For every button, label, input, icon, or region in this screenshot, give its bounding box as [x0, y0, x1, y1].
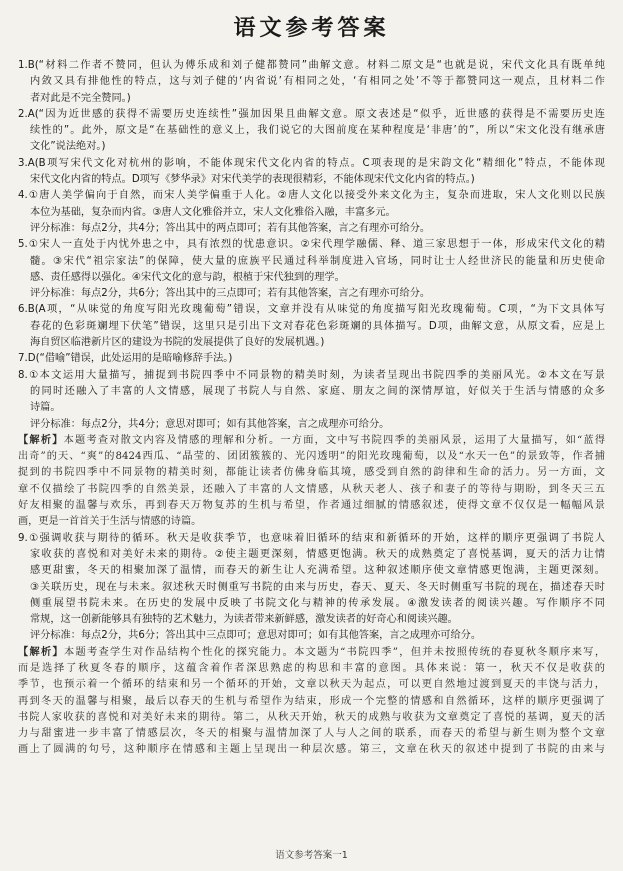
- answers-9: [18, 531, 605, 645]
- text-line: [18, 580, 605, 596]
- line-text: 本题考查学生对作品结构个性化的探究能力。本文题为“书院四季”，但并未按照传统的春夏秋冬顺序来写，: [64, 646, 605, 658]
- line-text: 评分标准：每点2分，共4分；答出其中的两点即可；若有其他答案，言之有理亦可给分。: [30, 222, 431, 234]
- line-text: 家收获的喜悦和对美好未来的期待。②使主题更深刻，情感更饱满。秋天的成熟奠定了喜悦基调，夏天的活力让情: [30, 548, 605, 560]
- line-text: 的同时还融入了丰富的人文情感，展现了书院人与自然、家庭、朋友之间的深情厚谊，好似关于生活与情感的众多: [30, 385, 605, 397]
- line-text: 续性的”。此外，原文是“在基础性的意义上，我们说它的大图前度在某种程度是‘非唐’的”，所以“宋文化没有继承唐: [30, 125, 605, 137]
- text-line: [18, 433, 605, 449]
- line-text: 3.A(B项写宋代文化对杭州的影响，不能体现宋代文化内省的特点。C项表现的是宋韵文化“精细化”特点，不能体现: [18, 157, 605, 169]
- text-line: [18, 563, 605, 579]
- text-line: [18, 547, 605, 563]
- text-line: [18, 661, 605, 677]
- text-line: [18, 107, 605, 123]
- line-text: 画上了圆满的句号，这种顺序在情感和主题上呈现出一种层次感。第三，文章在秋天的叙述中提到了书院的由来与: [18, 744, 605, 756]
- line-text: 2.A(“因为近世感的获得不需要历史连续性”强加因果且曲解文意。原文表述是“似乎，近世感的获得是不需要历史连: [18, 108, 605, 120]
- text-line: [18, 74, 605, 90]
- line-text: 好友相聚的温馨与欢乐，再到春天万物复苏的生机与希望，作者通过细腻的情感叙述，使得文章不仅仅是一幅幅风景: [18, 500, 605, 512]
- line-text: 季节，也预示着一个循环的结束和另一个循环的开始，文章以秋天为起点，可以更自然地过渡到夏天的丰饶与活力，: [18, 679, 605, 691]
- answers-1-8: [18, 58, 605, 433]
- text-line: [18, 91, 605, 107]
- analysis-tag: 【解析】: [18, 434, 64, 446]
- page-title: 语文参考答案: [233, 16, 390, 41]
- text-line: [18, 596, 605, 612]
- line-text: 评分标准：每点2分，共6分；答出其中的三点即可；若有其他答案，言之有理亦可给分。: [30, 288, 431, 300]
- line-text: 力与甜蜜进一步丰富了情感层次，冬天的相聚与温情加深了人与人之间的联系，而春天的希望与新生则为整个文章: [18, 728, 605, 740]
- text-line: [18, 205, 605, 221]
- text-line: [18, 726, 605, 742]
- analysis-tag: 【解析】: [18, 646, 65, 658]
- text-line: [18, 400, 605, 416]
- text-line: [18, 319, 605, 335]
- analysis-8: [18, 433, 605, 531]
- line-text: 章不仅描绘了书院四季的自然美景，还融入了丰富的人文情感，从秋天老人、孩子和妻子的等待与期盼，到冬天三五: [18, 483, 605, 495]
- line-text: 9.①强调收获与期待的循环。秋天是收获季节，也意味着旧循环的结束和新循环的开始，这样的顺序更强调了书院人: [18, 532, 605, 544]
- line-text: 内敛又具有排他性的特点，这与刘子健的‘内省说’有相同之处，‘有相同之处’不等于都赞同这一观点，且材料二作: [30, 76, 605, 88]
- line-text: 8.①本文运用大量描写，捕捉到书院四季中不同景物的精美时刻，为读者呈现出书院四季的美丽风光。②本文在写景: [18, 369, 605, 381]
- analysis-9: [18, 645, 605, 759]
- text-line: [18, 58, 605, 74]
- line-text: 7.D(“借喻”错误，此处运用的是暗喻修辞手法。): [18, 353, 233, 365]
- text-line: [18, 465, 605, 481]
- text-line: [18, 139, 605, 155]
- line-text: 海自贸区临港新片区的建设为书院的发展提供了良好的发展机遇。): [30, 337, 325, 349]
- text-line: [18, 188, 605, 204]
- line-text: 春花的色彩斑斓埋下伏笔”错误，这里只是引出下文对春花色彩斑斓的具体描写。D项，曲解文意，从原文看，应是上: [30, 320, 605, 332]
- text-line: [18, 156, 605, 172]
- answer-content: [18, 58, 605, 759]
- text-line: [18, 628, 605, 644]
- line-text: 诗篇。: [30, 402, 61, 414]
- line-text: 本题考查对散文内容及情感的理解和分析。一方面，文中写书院四季的美丽风景，运用了大量描写，如“蓝得: [63, 434, 605, 446]
- line-text: 感更甜蜜，冬天的相聚加深了温情，而春天的新生让人充满希望。这种叙述顺序使文章情感更饱满，主题更深刻。: [30, 565, 605, 577]
- line-text: 4.①唐人美学偏向于自然，而宋人美学偏重于人化。②唐人文化以接受外来文化为主，复杂而进取，宋人文化则以民族: [18, 190, 605, 202]
- line-text: 感、责任感得以强化。④宋代文化的意与韵，根植于宋代独到的理学。: [30, 271, 345, 283]
- text-line: [18, 612, 605, 628]
- text-line: [18, 221, 605, 237]
- text-line: [18, 270, 605, 286]
- line-text: 5.①宋人一直处于内忧外患之中，具有浓烈的忧患意识。②宋代理学融儒、释、道三家思想于一体，形成宋代文化的精: [18, 239, 605, 251]
- text-line: [18, 302, 605, 318]
- text-line: [18, 742, 605, 758]
- text-line: [18, 694, 605, 710]
- text-line: [18, 449, 605, 465]
- line-text: 本位为基础，复杂而内省。③唐人文化雅俗并立，宋人文化雅俗入融，丰富多元。: [30, 206, 396, 218]
- text-line: [18, 514, 605, 530]
- line-text: 出奇”的天、“爽”的8424西瓜、“晶莹的、团团簇簇的、光闪透明”的阳光玫瑰葡萄，以及“水天一色”的景致等，作者捕: [18, 451, 605, 463]
- line-text: 画，更是一首首关于生活与情感的诗篇。: [18, 516, 202, 528]
- line-text: 评分标准：每点2分，共6分；答出其中三点即可；意思对即可；如有其他答案，言之成理亦可给分。: [30, 630, 482, 642]
- line-text: 常规，这一创新能够具有独特的艺术魅力，为读者带来新鲜感，激发读者的好奇心和阅读兴趣。: [30, 614, 458, 626]
- text-line: [18, 368, 605, 384]
- line-text: 者对此是不完全赞同。): [30, 92, 131, 104]
- text-line: [18, 417, 605, 433]
- text-line: [18, 351, 605, 367]
- text-line: [18, 254, 605, 270]
- line-text: 而是选择了秋夏冬春的顺序，这蕴含着作者深思熟虑的构思和丰富的意图。具体来说：第一，秋天不仅是收获的: [18, 662, 605, 674]
- line-text: 6.B(A项，“从味觉的角度写阳光玫瑰葡萄”错误，文章并没有从味觉的角度描写阳光玫瑰葡萄。C项，“为下文具体写: [18, 304, 605, 316]
- text-line: [18, 286, 605, 302]
- line-text: 髓。③宋代“祖宗家法”的保障，使大量的庶族平民通过科举制度进入官场，同时让士人经世济民的能量和历史使命: [30, 255, 605, 267]
- line-text: 文化”说法绝对。): [30, 141, 106, 153]
- text-line: [18, 498, 605, 514]
- text-line: [18, 531, 605, 547]
- line-text: ③关联历史，现在与未来。叙述秋天时侧重写书院的由来与历史，春天、夏天、冬天时侧重写书院的现在，描述春天时: [30, 581, 605, 593]
- line-text: 再到冬天的温馨与相聚，最后以春天的生机与希望作为结束，形成一个完整的情感和自然循环，这样的顺序更强调了: [18, 695, 605, 707]
- text-line: [18, 710, 605, 726]
- text-line: [18, 123, 605, 139]
- text-line: [18, 172, 605, 188]
- line-text: 侧重展望书院未来。在历史的发展中反映了书院文化与精神的传承发展。④激发读者的阅读兴趣。写作顺序不同: [30, 597, 605, 609]
- line-text: 评分标准：每点2分，共4分；意思对即可；如有其他答案，言之成理亦可给分。: [30, 418, 390, 430]
- line-text: 宋代文化内省的特点。D项写《梦华录》对宋代美学的表现很精彩，不能体现宋代文化内省的特点。): [30, 174, 475, 186]
- text-line: [18, 335, 605, 351]
- text-line: [18, 237, 605, 253]
- line-text: 捉到的书院四季中不同景物的精美时刻，都能让读者仿佛身临其境，感受到自然的韵律和生命的活力。另一方面，文: [18, 467, 605, 479]
- text-line: [18, 482, 605, 498]
- text-line: [18, 384, 605, 400]
- text-line: [18, 677, 605, 693]
- line-text: 书院人家收获的喜悦和对美好未来的期待。第二，从秋天开始，秋天的成熟与收获为文章奠定了喜悦的基调，夏天的活: [18, 711, 605, 723]
- page-footer: 语文参考答案一1: [275, 850, 348, 861]
- text-line: [18, 645, 605, 661]
- line-text: 1.B(“材料二作者不赞同，但认为傅乐成和刘子健都赞同”曲解文意。材料二原文是“也就是说，宋代文化具有既单纯: [18, 60, 605, 71]
